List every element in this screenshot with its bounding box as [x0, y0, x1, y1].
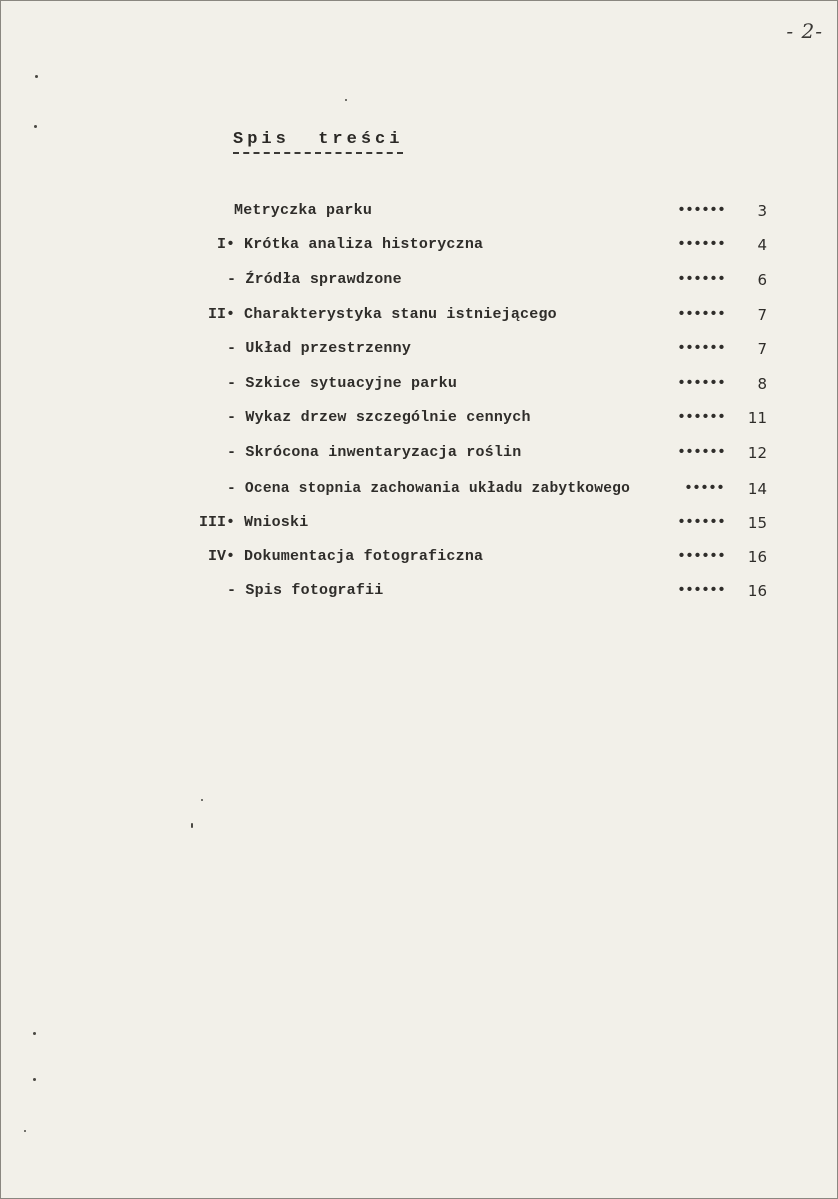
toc-entry-title: - Źródła sprawdzone [227, 271, 402, 288]
toc-entry [1, 441, 838, 465]
toc-entry-leader: •••••• [677, 236, 726, 253]
toc-entry-leader: •••••• [677, 409, 726, 426]
toc-entry-title: Dokumentacja fotograficzna [244, 548, 484, 565]
toc-entry-page: 12 [747, 444, 767, 462]
toc-entry-number: I• [216, 236, 235, 253]
toc-entry-title: - Skrócona inwentaryzacja roślin [227, 444, 522, 461]
toc-entry-page: 7 [757, 340, 767, 358]
toc-entry [1, 579, 838, 603]
toc-entry [1, 199, 838, 223]
paper-speck [33, 1078, 36, 1081]
toc-entry-title: - Ocena stopnia zachowania układu zabytkowego [227, 481, 631, 497]
paper-speck [34, 125, 37, 128]
toc-entry-page: 4 [757, 236, 767, 254]
toc-entry-leader: •••••• [677, 340, 726, 357]
toc-entry-leader: ••••• [684, 480, 725, 497]
paper-speck [201, 799, 203, 801]
toc-entry-leader: •••••• [677, 582, 726, 599]
toc-entry-leader: •••••• [677, 444, 726, 461]
toc-entry-leader: •••••• [677, 202, 726, 219]
toc-entry-page: 15 [747, 514, 767, 532]
paper-speck [345, 99, 347, 101]
toc-entry-leader: •••••• [677, 548, 726, 565]
toc-entry-title: - Układ przestrzenny [227, 340, 412, 357]
paper-speck [33, 1032, 36, 1035]
toc-entry-leader: •••••• [677, 514, 726, 531]
toc-entry-leader: •••••• [677, 306, 726, 323]
toc-entry-number: III• [198, 514, 235, 531]
toc-entry [1, 303, 838, 327]
toc-entry-number: IV• [207, 548, 235, 565]
toc-entry [1, 511, 838, 535]
toc-entry-page: 3 [757, 202, 767, 220]
toc-entry-title: Wnioski [244, 514, 309, 531]
toc-entry-page: 11 [747, 409, 767, 427]
page-title: Spis treści [233, 129, 403, 154]
toc-entry-title: Charakterystyka stanu istniejącego [244, 306, 557, 323]
toc-entry-leader: •••••• [677, 375, 726, 392]
toc-entry-title: - Szkice sytuacyjne parku [227, 375, 458, 392]
toc-entry [1, 477, 838, 501]
page-number: - 2- [786, 19, 823, 43]
toc-entry-page: 16 [747, 548, 767, 566]
toc-entry-page: 8 [757, 375, 767, 393]
paper-speck [191, 823, 193, 828]
toc-entry-page: 6 [757, 271, 767, 289]
paper-speck [35, 75, 38, 78]
toc-entry-page: 7 [757, 306, 767, 324]
toc-entry [1, 233, 838, 257]
toc-entry-page: 14 [747, 480, 767, 498]
toc-entry-title: Krótka analiza historyczna [244, 236, 484, 253]
toc-entry [1, 337, 838, 361]
toc-entry [1, 545, 838, 569]
toc-entry [1, 268, 838, 292]
toc-entry-title: - Wykaz drzew szczególnie cennych [227, 409, 531, 426]
toc-entry [1, 406, 838, 430]
toc-entry-number: II• [207, 306, 235, 323]
toc-entry-leader: •••••• [677, 271, 726, 288]
toc-entry [1, 372, 838, 396]
paper-speck [24, 1130, 26, 1132]
toc-entry-title: - Spis fotografii [227, 582, 384, 599]
toc-entry-title: Metryczka parku [234, 202, 373, 219]
toc-entry-page: 16 [747, 582, 767, 600]
